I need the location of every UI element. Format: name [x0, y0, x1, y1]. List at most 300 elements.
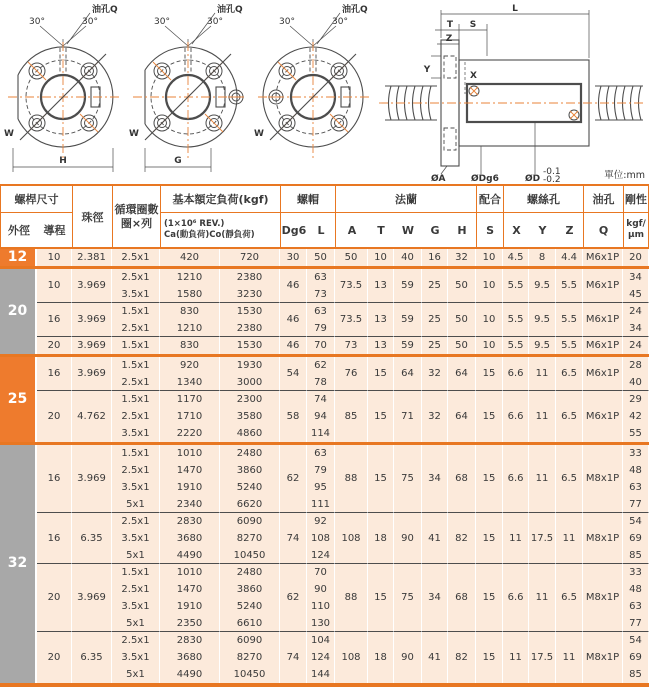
l-cell: 114: [307, 425, 335, 442]
flange-front-view-plain: [250, 0, 375, 184]
spec-row: [0, 357, 649, 374]
header-t: T: [368, 213, 394, 249]
header-load: 基本額定負荷(kgf): [160, 184, 280, 213]
ca-load-cell: 1470: [160, 462, 220, 479]
l-cell: 104: [307, 632, 335, 649]
header-w: W: [394, 213, 422, 249]
circuit-cell: 2.5x1: [112, 249, 160, 266]
l-cell: 108: [307, 530, 335, 547]
header-z: Z: [556, 213, 583, 249]
q-cell: M8x1P: [583, 445, 623, 513]
rigidity-cell: 54: [623, 513, 649, 530]
t-cell: 18: [368, 513, 394, 564]
lead-cell: 16: [37, 303, 72, 337]
s-cell: 10: [476, 269, 503, 303]
lead-cell: 16: [37, 513, 72, 564]
q-cell: M6x1P: [583, 269, 623, 303]
ca-load-cell: 1470: [160, 581, 220, 598]
spec-table: [0, 184, 649, 687]
header-fit: 配合: [476, 184, 503, 213]
l-cell: 92: [307, 513, 335, 530]
co-load-cell: 5240: [220, 479, 280, 496]
rigidity-cell: 69: [623, 649, 649, 666]
rigidity-cell: 42: [623, 408, 649, 425]
circuit-cell: 2.5x1: [112, 269, 160, 286]
rigidity-cell: 77: [623, 615, 649, 632]
w-cell: 59: [394, 337, 422, 354]
rigidity-cell: 48: [623, 581, 649, 598]
y-cell: 9.5: [529, 303, 556, 337]
circuit-cell: 2.5x1: [112, 581, 160, 598]
rigidity-cell: 33: [623, 445, 649, 462]
h-cell: 50: [448, 269, 476, 303]
l-cell: 79: [307, 462, 335, 479]
circuit-cell: 2.5x1: [112, 513, 160, 530]
rigidity-cell: 34: [623, 320, 649, 337]
h-cell: 50: [448, 303, 476, 337]
s-cell: 15: [476, 513, 503, 564]
l-cell: 144: [307, 666, 335, 683]
separator-bar: [0, 683, 649, 687]
circuit-cell: 1.5x1: [112, 391, 160, 408]
header-rigidity: 剛性: [623, 184, 649, 213]
dg6-cell: 46: [280, 269, 307, 303]
angle-left-label: 30°: [154, 17, 170, 27]
outer-diameter-cell: 12: [0, 249, 37, 266]
ca-load-cell: 1710: [160, 408, 220, 425]
header-oil-hole: 油孔: [583, 184, 623, 213]
s-cell: 10: [476, 337, 503, 354]
x-dim-label: X: [470, 71, 477, 81]
outer-diameter-cell: 32: [0, 445, 37, 683]
x-cell: 6.6: [503, 564, 529, 632]
lead-cell: 20: [37, 564, 72, 632]
x-cell: 6.6: [503, 445, 529, 513]
w-label: W: [129, 129, 139, 139]
t-cell: 15: [368, 357, 394, 391]
ca-load-cell: 920: [160, 357, 220, 374]
q-cell: M8x1P: [583, 632, 623, 683]
h-cell: 82: [448, 513, 476, 564]
z-cell: 6.5: [556, 564, 583, 632]
dg6-cell: 58: [280, 391, 307, 442]
co-load-cell: 8270: [220, 649, 280, 666]
ball-dia-cell: 3.969: [72, 445, 112, 513]
co-load-cell: 6090: [220, 632, 280, 649]
circuit-cell: 2.5x1: [112, 462, 160, 479]
circuit-cell: 5x1: [112, 615, 160, 632]
circuit-cell: 2.5x1: [112, 632, 160, 649]
z-cell: 6.5: [556, 357, 583, 391]
q-cell: M6x1P: [583, 357, 623, 391]
l-cell: 124: [307, 547, 335, 564]
header-ball-dia: 珠徑: [72, 184, 112, 249]
ball-dia-cell: 3.969: [72, 564, 112, 632]
co-load-cell: 10450: [220, 666, 280, 683]
circuit-cell: 2.5x1: [112, 320, 160, 337]
l-cell: 74: [307, 391, 335, 408]
l-cell: 63: [307, 445, 335, 462]
spec-row: [0, 249, 649, 266]
unit-note: 單位:mm: [604, 170, 645, 181]
w-cell: 40: [394, 249, 422, 266]
spec-row: [0, 564, 649, 581]
h-cell: 64: [448, 391, 476, 442]
ca-load-cell: 1010: [160, 564, 220, 581]
rigidity-cell: 28: [623, 357, 649, 374]
w-cell: 90: [394, 632, 422, 683]
circuit-cell: 5x1: [112, 547, 160, 564]
l-cell: 78: [307, 374, 335, 391]
ball-dia-cell: 4.762: [72, 391, 112, 442]
angle-right-label: 30°: [332, 17, 348, 27]
q-cell: M8x1P: [583, 513, 623, 564]
l-cell: 70: [307, 564, 335, 581]
s-dim-label: S: [469, 20, 477, 30]
ca-load-cell: 3680: [160, 530, 220, 547]
dia-d-tol-upper: -0.1: [543, 167, 561, 177]
co-load-cell: 3860: [220, 462, 280, 479]
y-cell: 11: [529, 564, 556, 632]
y-cell: 8: [529, 249, 556, 266]
header-y: Y: [529, 213, 556, 249]
z-cell: 4.4: [556, 249, 583, 266]
dg6-cell: 54: [280, 357, 307, 391]
y-cell: 11: [529, 445, 556, 513]
l-cell: 70: [307, 337, 335, 354]
ball-dia-cell: 2.381: [72, 249, 112, 266]
header-h: H: [448, 213, 476, 249]
t-cell: 18: [368, 632, 394, 683]
g-cell: 16: [422, 249, 448, 266]
rigidity-cell: 63: [623, 598, 649, 615]
y-cell: 9.5: [529, 269, 556, 303]
t-dim-label: T: [446, 20, 454, 30]
x-cell: 11: [503, 513, 529, 564]
w-cell: 59: [394, 269, 422, 303]
lead-cell: 16: [37, 357, 72, 391]
y-cell: 11: [529, 391, 556, 442]
co-load-cell: 3580: [220, 408, 280, 425]
oil-hole-label: 油孔Q: [342, 5, 368, 15]
q-cell: M6x1P: [583, 337, 623, 354]
ball-dia-cell: 6.35: [72, 513, 112, 564]
header-load-sub: (1×10⁶ REV.) Ca(動負荷)Co(靜負荷): [160, 213, 280, 249]
lead-cell: 16: [37, 445, 72, 513]
spec-row: [0, 303, 649, 320]
co-load-cell: 6610: [220, 615, 280, 632]
co-load-cell: 2380: [220, 320, 280, 337]
rigidity-cell: 48: [623, 462, 649, 479]
ca-load-cell: 830: [160, 303, 220, 320]
rigidity-cell: 33: [623, 564, 649, 581]
w-cell: 59: [394, 303, 422, 337]
header-dg6: Dg6: [280, 213, 307, 249]
co-load-cell: 3230: [220, 286, 280, 303]
header-rigidity-unit: kgf/ μm: [623, 213, 649, 249]
header-screw-holes: 螺絲孔: [503, 184, 583, 213]
x-cell: 5.5: [503, 269, 529, 303]
ball-dia-cell: 3.969: [72, 337, 112, 354]
l-cell: 94: [307, 408, 335, 425]
h-cell: 50: [448, 337, 476, 354]
circuit-cell: 3.5x1: [112, 479, 160, 496]
co-load-cell: 720: [220, 249, 280, 266]
circuit-cell: 3.5x1: [112, 649, 160, 666]
dia-a-label: ØA: [431, 174, 446, 184]
flange-front-view-h: [0, 0, 125, 184]
t-cell: 15: [368, 564, 394, 632]
g-cell: 25: [422, 337, 448, 354]
lead-cell: 20: [37, 632, 72, 683]
header-q: Q: [583, 213, 623, 249]
x-cell: 6.6: [503, 357, 529, 391]
co-load-cell: 4860: [220, 425, 280, 442]
ball-dia-cell: 3.969: [72, 357, 112, 391]
angle-left-label: 30°: [279, 17, 295, 27]
circuit-cell: 1.5x1: [112, 564, 160, 581]
z-cell: 11: [556, 632, 583, 683]
a-cell: 85: [335, 391, 368, 442]
a-cell: 108: [335, 632, 368, 683]
l-cell: 79: [307, 320, 335, 337]
g-cell: 25: [422, 269, 448, 303]
dg6-cell: 30: [280, 249, 307, 266]
s-cell: 15: [476, 445, 503, 513]
rigidity-cell: 77: [623, 496, 649, 513]
w-label: W: [254, 129, 264, 139]
y-cell: 17.5: [529, 513, 556, 564]
s-cell: 15: [476, 357, 503, 391]
circuit-cell: 3.5x1: [112, 286, 160, 303]
outer-diameter-cell: 20: [0, 269, 37, 354]
ca-load-cell: 4490: [160, 547, 220, 564]
l-cell: 90: [307, 581, 335, 598]
header-screw-size: 螺桿尺寸: [0, 184, 72, 213]
s-cell: 15: [476, 632, 503, 683]
lead-cell: 10: [37, 269, 72, 303]
co-load-cell: 1530: [220, 303, 280, 320]
l-cell: 111: [307, 496, 335, 513]
x-cell: 5.5: [503, 337, 529, 354]
spec-row: [0, 513, 649, 530]
ca-load-cell: 1010: [160, 445, 220, 462]
x-cell: 11: [503, 632, 529, 683]
g-cell: 32: [422, 391, 448, 442]
rigidity-cell: 24: [623, 337, 649, 354]
co-load-cell: 2480: [220, 445, 280, 462]
circuit-cell: 1.5x1: [112, 357, 160, 374]
rigidity-cell: 55: [623, 425, 649, 442]
x-cell: 4.5: [503, 249, 529, 266]
co-load-cell: 8270: [220, 530, 280, 547]
h-cell: 68: [448, 564, 476, 632]
section-separator: [0, 683, 649, 687]
w-cell: 71: [394, 391, 422, 442]
t-cell: 15: [368, 445, 394, 513]
circuit-cell: 5x1: [112, 496, 160, 513]
a-cell: 73: [335, 337, 368, 354]
a-cell: 73.5: [335, 303, 368, 337]
co-load-cell: 2300: [220, 391, 280, 408]
co-load-cell: 6090: [220, 513, 280, 530]
dia-dg6-label: ØDg6: [471, 174, 499, 184]
a-cell: 50: [335, 249, 368, 266]
ca-load-cell: 1340: [160, 374, 220, 391]
spec-row: [0, 632, 649, 649]
circuit-cell: 1.5x1: [112, 337, 160, 354]
h-cell: 68: [448, 445, 476, 513]
ca-load-cell: 2350: [160, 615, 220, 632]
s-cell: 15: [476, 564, 503, 632]
t-cell: 13: [368, 303, 394, 337]
spec-row: [0, 445, 649, 462]
rigidity-cell: 85: [623, 666, 649, 683]
dg6-cell: 62: [280, 564, 307, 632]
z-cell: 5.5: [556, 303, 583, 337]
oil-hole-label: 油孔Q: [217, 5, 243, 15]
l-cell: 63: [307, 303, 335, 320]
q-cell: M6x1P: [583, 303, 623, 337]
co-load-cell: 5240: [220, 598, 280, 615]
co-load-cell: 2480: [220, 564, 280, 581]
l-cell: 110: [307, 598, 335, 615]
h-dim-label: H: [59, 156, 67, 166]
lead-cell: 20: [37, 337, 72, 354]
header-nut: 螺帽: [280, 184, 335, 213]
ca-load-cell: 2340: [160, 496, 220, 513]
g-cell: 41: [422, 632, 448, 683]
y-cell: 17.5: [529, 632, 556, 683]
ca-load-cell: 1210: [160, 269, 220, 286]
rigidity-cell: 69: [623, 530, 649, 547]
spec-row: [0, 391, 649, 408]
co-load-cell: 2380: [220, 269, 280, 286]
lead-cell: 10: [37, 249, 72, 266]
spec-table-body: [0, 249, 649, 687]
circuit-cell: 3.5x1: [112, 598, 160, 615]
circuit-cell: 2.5x1: [112, 408, 160, 425]
angle-right-label: 30°: [207, 17, 223, 27]
a-cell: 88: [335, 445, 368, 513]
a-cell: 73.5: [335, 269, 368, 303]
w-cell: 90: [394, 513, 422, 564]
co-load-cell: 1930: [220, 357, 280, 374]
circuit-cell: 1.5x1: [112, 303, 160, 320]
ca-load-cell: 1210: [160, 320, 220, 337]
circuit-cell: 5x1: [112, 666, 160, 683]
rigidity-cell: 20: [623, 249, 649, 266]
dia-d-tol-lower: -0.2: [543, 175, 561, 184]
y-dim-label: Y: [423, 65, 431, 75]
flange-front-view-g: [125, 0, 250, 184]
l-cell: 95: [307, 479, 335, 496]
ball-dia-cell: 3.969: [72, 269, 112, 303]
rigidity-cell: 40: [623, 374, 649, 391]
ca-load-cell: 1580: [160, 286, 220, 303]
rigidity-cell: 54: [623, 632, 649, 649]
rigidity-cell: 85: [623, 547, 649, 564]
nut-side-view: [375, 0, 649, 184]
z-cell: 5.5: [556, 337, 583, 354]
l-cell: 130: [307, 615, 335, 632]
h-cell: 32: [448, 249, 476, 266]
ball-dia-cell: 6.35: [72, 632, 112, 683]
t-cell: 13: [368, 269, 394, 303]
s-cell: 10: [476, 249, 503, 266]
h-cell: 64: [448, 357, 476, 391]
g-cell: 32: [422, 357, 448, 391]
ca-load-cell: 3680: [160, 649, 220, 666]
co-load-cell: 6620: [220, 496, 280, 513]
rigidity-cell: 45: [623, 286, 649, 303]
q-cell: M8x1P: [583, 564, 623, 632]
rigidity-cell: 34: [623, 269, 649, 286]
t-cell: 13: [368, 337, 394, 354]
x-cell: 6.6: [503, 391, 529, 442]
dg6-cell: 46: [280, 337, 307, 354]
y-cell: 9.5: [529, 337, 556, 354]
w-cell: 75: [394, 445, 422, 513]
z-cell: 11: [556, 513, 583, 564]
rigidity-cell: 63: [623, 479, 649, 496]
circuit-cell: 3.5x1: [112, 425, 160, 442]
header-s: S: [476, 213, 503, 249]
ca-load-cell: 1910: [160, 479, 220, 496]
h-cell: 82: [448, 632, 476, 683]
header-od: 外徑: [0, 213, 37, 249]
ca-load-cell: 2220: [160, 425, 220, 442]
a-cell: 88: [335, 564, 368, 632]
oil-hole-label: 油孔Q: [92, 5, 118, 15]
l-cell: 124: [307, 649, 335, 666]
header-l: L: [307, 213, 335, 249]
co-load-cell: 1530: [220, 337, 280, 354]
t-cell: 10: [368, 249, 394, 266]
co-load-cell: 10450: [220, 547, 280, 564]
l-cell: 62: [307, 357, 335, 374]
w-cell: 64: [394, 357, 422, 391]
spec-row: [0, 337, 649, 354]
angle-left-label: 30°: [29, 17, 45, 27]
dia-d-label: ØD: [525, 174, 541, 184]
z-cell: 5.5: [556, 269, 583, 303]
ca-load-cell: 1910: [160, 598, 220, 615]
ca-load-cell: 1170: [160, 391, 220, 408]
l-dim-label: L: [512, 4, 518, 14]
circuit-cell: 3.5x1: [112, 530, 160, 547]
x-cell: 5.5: [503, 303, 529, 337]
spec-row: [0, 269, 649, 286]
g-dim-label: G: [174, 156, 182, 166]
l-cell: 63: [307, 269, 335, 286]
g-cell: 34: [422, 445, 448, 513]
g-cell: 34: [422, 564, 448, 632]
outer-diameter-cell: 25: [0, 357, 37, 442]
angle-right-label: 30°: [82, 17, 98, 27]
dg6-cell: 74: [280, 513, 307, 564]
ball-dia-cell: 3.969: [72, 303, 112, 337]
header-flange: 法蘭: [335, 184, 476, 213]
a-cell: 108: [335, 513, 368, 564]
header-g: G: [422, 213, 448, 249]
rigidity-cell: 29: [623, 391, 649, 408]
header-circuits: 循環圈數 圈×列: [112, 184, 160, 249]
dg6-cell: 74: [280, 632, 307, 683]
w-label: W: [4, 129, 14, 139]
circuit-cell: 1.5x1: [112, 445, 160, 462]
header-a: A: [335, 213, 368, 249]
